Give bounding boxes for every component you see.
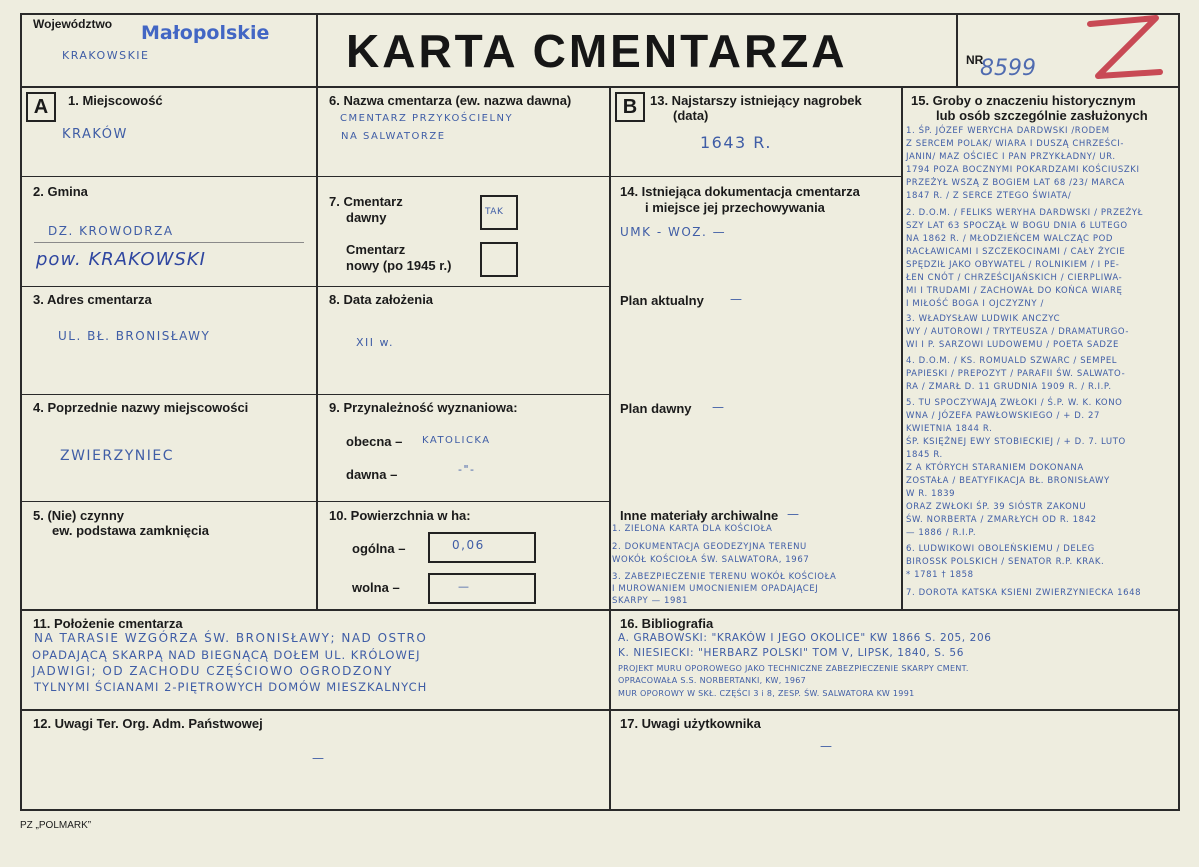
s7-nowy-line2: nowy (po 1945 r.): [346, 258, 452, 273]
s10-wolna-value: —: [458, 580, 471, 593]
grave-line: PRZEŻYŁ WSZĄ Z BOGIEM LAT 68 /23/ MARCA: [906, 178, 1125, 188]
grid-line: [609, 86, 611, 809]
grave-line: PAPIESKI / PREPOZYT / PARAFII ŚW. SALWATO-: [906, 369, 1126, 379]
s1-label: 1. Miejscowość: [68, 93, 163, 108]
s6-value-line2: NA SALWATORZE: [341, 131, 446, 142]
s17-value: —: [820, 739, 834, 753]
grave-line: 5. TU SPOCZYWAJĄ ZWŁOKI / Ś.P. W. K. KONO: [906, 398, 1123, 408]
s15-label-line1: 15. Groby o znaczeniu historycznym: [911, 93, 1136, 108]
grave-line: RACŁAWICAMI I SZCZEKOCINAMI / CAŁY ŻYCIE: [906, 247, 1126, 257]
s8-label: 8. Data założenia: [329, 292, 434, 307]
grid-line: [20, 609, 1180, 611]
s14-value: UMK - WOZ. —: [620, 225, 727, 239]
s5-label-line1: 5. (Nie) czynny: [33, 508, 125, 523]
grid-line: [20, 394, 609, 395]
s2-value: DZ. KROWODRZA: [48, 224, 174, 238]
s3-label: 3. Adres cmentarza: [33, 292, 152, 307]
s9-dawna-value: -"-: [458, 463, 476, 476]
inne-line: 3. ZABEZPIECZENIE TERENU WOKÓŁ KOŚCIOŁA: [612, 572, 837, 582]
s4-value: ZWIERZYNIEC: [60, 448, 175, 464]
s14-label-line1: 14. Istniejąca dokumentacja cmentarza: [620, 184, 860, 199]
grave-line: RA / ZMARŁ D. 11 GRUDNIA 1909 R. / R.I.P.: [906, 382, 1112, 392]
bibliography-line: K. NIESIECKI: "HERBARZ POLSKI" TOM V, LIPSK, 1840, S. 56: [618, 647, 964, 659]
s9-obecna-value: KATOLICKA: [422, 435, 491, 446]
wojewodztwo-label: Województwo: [33, 17, 113, 31]
wolna-field[interactable]: [428, 573, 536, 604]
grave-line: Z SERCEM POLAK/ WIARA I DUSZĄ CHRZEŚCI-: [906, 139, 1125, 149]
grave-line: 7. DOROTA KATSKA KSIENI ZWIERZYNIECKA 1648: [906, 588, 1142, 598]
inne-materialy-list: [608, 522, 900, 608]
inne-materialy-label: Inne materiały archiwalne: [620, 508, 779, 523]
plan-aktualny-value: —: [730, 292, 744, 306]
grave-line: WNA / JÓZEFA PAWŁOWSKIEGO / + D. 27: [906, 411, 1101, 421]
s11-line: OPADAJĄCĄ SKARPĄ NAD BIEGNĄCĄ DOŁEM UL. KRÓLOWEJ: [32, 648, 421, 662]
grave-line: WI I P. SARZOWI LUDOWEMU / POETA SADZE: [906, 340, 1119, 350]
grave-line: BIROSSK POLSKICH / SENATOR R.P. KRAK.: [906, 557, 1105, 567]
s2-label: 2. Gmina: [33, 184, 88, 199]
s6-value-line1: CMENTARZ PRZYKOŚCIELNY: [340, 113, 514, 124]
s10-wolna-label: wolna –: [352, 580, 400, 595]
s12-label: 12. Uwagi Ter. Org. Adm. Państwowej: [33, 716, 263, 731]
grid-line: [20, 709, 1180, 711]
grave-line: 1847 R. / Z SERCE ZTEGO ŚWIATA/: [906, 191, 1072, 201]
s9-label: 9. Przynależność wyznaniowa:: [329, 400, 518, 415]
s16-lines: [612, 630, 1177, 708]
section-a-badge: A: [26, 92, 56, 122]
inne-line: SKARPY — 1981: [612, 596, 689, 606]
grid-line: [1178, 13, 1180, 811]
wojewodztwo-value: KRAKOWSKIE: [62, 49, 150, 62]
grid-line: [20, 13, 22, 811]
s11-lines: [24, 630, 608, 708]
s3-value: UL. BŁ. BRONISŁAWY: [58, 329, 211, 343]
s16-label: 16. Bibliografia: [620, 616, 714, 631]
card-title: KARTA CMENTARZA: [346, 25, 848, 77]
s15-label-line2: lub osób szczególnie zasłużonych: [936, 108, 1148, 123]
grave-line: SPĘDZIŁ JAKO OBYWATEL / ROLNIKIEM / I PE-: [906, 260, 1120, 270]
grid-line: [611, 176, 901, 177]
grid-line: [20, 13, 1180, 15]
s14-label-line2: i miejsce jej przechowywania: [645, 200, 825, 215]
nr-value: 8599: [980, 56, 1036, 81]
s7-label-line2: dawny: [346, 210, 387, 225]
plan-dawny-value: —: [712, 400, 726, 414]
grave-line: WY / AUTOROWI / TRYTEUSZA / DRAMATURGO-: [906, 327, 1130, 337]
s7-label-line1: 7. Cmentarz: [329, 194, 403, 209]
s5-label-line2: ew. podstawa zamknięcia: [52, 523, 210, 538]
grid-line: [20, 501, 609, 502]
grave-line: 1794 POZA BOCZNYMI POKARDZAMI KOŚCIUSZKI: [906, 165, 1140, 175]
s6-label: 6. Nazwa cmentarza (ew. nazwa dawna): [329, 93, 572, 108]
grid-line: [20, 86, 1180, 88]
grave-line: 1845 R.: [906, 450, 943, 460]
s17-label: 17. Uwagi użytkownika: [620, 716, 761, 731]
grave-line: 6. LUDWIKOWI OBOLEŃSKIEMU / DELEG: [906, 544, 1095, 554]
s12-value: —: [312, 751, 326, 765]
inne-materialy-dash: —: [787, 507, 801, 521]
grave-line: ORAZ ZWŁOKI ŚP. 39 SIÓSTR ZAKONU: [906, 502, 1087, 512]
grid-line: [956, 13, 958, 86]
s13-value: 1643 R.: [700, 133, 772, 152]
s10-ogolna-value: 0,06: [452, 538, 485, 552]
inne-line: I MUROWANIEM UMOCNIENIEM OPADAJĄCEJ: [612, 584, 819, 594]
bibliography-line: PROJEKT MURU OPOROWEGO JAKO TECHNICZNE ZABEZPIECZENIE SKARPY CMENT.: [618, 664, 969, 673]
bibliography-line: MUR OPOROWY W SKŁ. CZĘŚCI 3 i 8, ZESP. ŚW. SALWATORA KW 1991: [618, 689, 915, 698]
wojewodztwo-stamp: Małopolskie: [141, 22, 270, 44]
grave-line: — 1886 / R.I.P.: [906, 528, 977, 538]
s9-obecna-label: obecna –: [346, 434, 403, 449]
grave-line: NA 1862 R. / MŁODZIEŃCEM WALCZĄC POD: [906, 234, 1114, 244]
nr-label: NR: [966, 53, 984, 67]
s10-label: 10. Powierzchnia w ha:: [329, 508, 471, 523]
s2-underline: [34, 242, 304, 243]
s13-label-line1: 13. Najstarszy istniejący nagrobek: [650, 93, 862, 108]
grave-line: ŁEN CNÓT / CHRZEŚCIJAŃSKICH / CIERPLIWA-: [906, 273, 1123, 283]
grave-line: I MIŁOŚĆ BOGA I OJCZYZNY /: [906, 299, 1044, 309]
s8-value: XII w.: [356, 336, 395, 349]
grid-line: [20, 286, 609, 287]
s15-list: [903, 124, 1178, 608]
s11-line: JADWIGI; OD ZACHODU CZĘŚCIOWO OGRODZONY: [32, 664, 393, 678]
plan-dawny-label: Plan dawny: [620, 401, 692, 416]
grave-line: 2. D.O.M. / FELIKS WERYHA DARDWSKI / PRZEŻYŁ: [906, 208, 1144, 218]
plan-aktualny-label: Plan aktualny: [620, 293, 704, 308]
bibliography-line: OPRACOWAŁA S.S. NORBERTANKI, KW, 1967: [618, 676, 807, 685]
grave-line: Z A KTÓRYCH STARANIEM DOKONANA: [906, 463, 1084, 473]
inne-line: 2. DOKUMENTACJA GEODEZYJNA TERENU: [612, 542, 807, 552]
bibliography-line: A. GRABOWSKI: "KRAKÓW I JEGO OKOLICE" KW 1866 S. 205, 206: [618, 632, 992, 644]
s4-label: 4. Poprzednie nazwy miejscowości: [33, 400, 249, 415]
grave-line: ŚW. NORBERTA / ZMARŁYCH OD R. 1842: [906, 515, 1097, 525]
grave-line: JANIN/ MAZ OŚCIEC I PAN PRZYKŁADNY/ UR.: [906, 152, 1116, 162]
grave-line: ZOSTAŁA / BEATYFIKACJA BŁ. BRONISŁAWY: [906, 476, 1110, 486]
grave-line: W R. 1839: [906, 489, 956, 499]
nowy-checkbox[interactable]: [480, 242, 518, 277]
s13-label-line2: (data): [673, 108, 709, 123]
s11-label: 11. Położenie cmentarza: [33, 616, 183, 631]
dawny-check-value: TAK: [485, 207, 504, 217]
s7-nowy-line1: Cmentarz: [346, 242, 406, 257]
grave-line: SZY LAT 63 SPOCZĄŁ W BOGU DNIA 6 LUTEGO: [906, 221, 1128, 231]
inne-line: WOKÓŁ KOŚCIOŁA ŚW. SALWATORA, 1967: [612, 555, 810, 565]
grave-line: 1. ŚP. JÓZEF WERYCHA DARDWSKI /RODEM: [906, 126, 1110, 136]
grave-line: 3. WŁADYSŁAW LUDWIK ANCZYC: [906, 314, 1061, 324]
s2-value2: pow. KRAKOWSKI: [36, 249, 206, 270]
section-b-badge: B: [615, 92, 645, 122]
grave-line: MI I TRUDAMI / ZACHOWAŁ DO KOŃCA WIARĘ: [906, 286, 1123, 296]
s1-value: KRAKÓW: [62, 127, 128, 142]
s10-ogolna-label: ogólna –: [352, 541, 406, 556]
grave-line: KWIETNIA 1844 R.: [906, 424, 993, 434]
z-mark-icon: [1076, 10, 1166, 86]
s11-line: NA TARASIE WZGÓRZA ŚW. BRONISŁAWY; NAD OSTRO: [34, 631, 428, 645]
grave-line: 4. D.O.M. / KS. ROMUALD SZWARC / SEMPEL: [906, 356, 1118, 366]
grid-line: [316, 13, 318, 610]
grid-line: [20, 809, 1180, 811]
inne-line: 1. ZIELONA KARTA DLA KOŚCIOŁA: [612, 524, 773, 534]
s11-line: TYLNYMI ŚCIANAMI 2-PIĘTROWYCH DOMÓW MIESZKALNYCH: [34, 680, 428, 694]
printer-mark: PZ „POLMARK”: [20, 820, 92, 831]
grid-line: [20, 176, 609, 177]
grave-line: * 1781 † 1858: [906, 570, 974, 580]
grave-line: ŚP. KSIĘŻNEJ EWY STOBIECKIEJ / + D. 7. LUTO: [906, 437, 1126, 447]
s9-dawna-label: dawna –: [346, 467, 398, 482]
